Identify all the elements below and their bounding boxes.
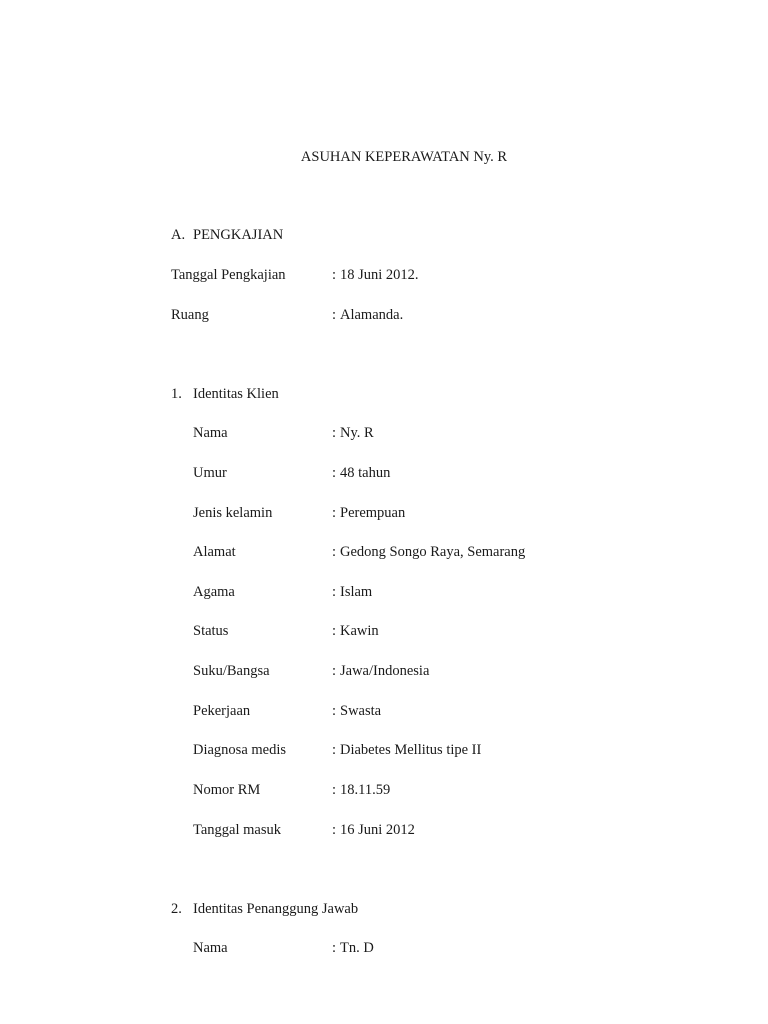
field-colon: : <box>332 307 337 323</box>
document-title: ASUHAN KEPERAWATAN Ny. R <box>300 149 508 165</box>
field-colon: : <box>332 742 337 758</box>
section-a-marker: A. <box>171 227 186 243</box>
field-umur <box>0 463 768 483</box>
field-label: Tanggal masuk <box>193 822 281 838</box>
section-a-heading <box>0 225 768 245</box>
field-pekerjaan <box>0 701 768 721</box>
field-label: Nomor RM <box>193 782 261 798</box>
field-value: 16 Juni 2012 <box>340 822 415 838</box>
field-colon: : <box>332 663 337 679</box>
field-value: Gedong Songo Raya, Semarang <box>340 544 526 560</box>
field-label: Pekerjaan <box>193 703 251 719</box>
field-jenis-kelamin <box>0 503 768 523</box>
field-value: 18.11.59 <box>340 782 391 798</box>
section-2-title: Identitas Penanggung Jawab <box>193 901 359 917</box>
field-value: 18 Juni 2012. <box>340 267 419 283</box>
section-2-heading <box>0 899 768 919</box>
field-nama-penanggung <box>0 938 768 958</box>
field-value: Swasta <box>340 703 382 719</box>
field-label: Tanggal Pengkajian <box>171 267 286 283</box>
field-agama <box>0 582 768 602</box>
field-ruang <box>0 305 768 325</box>
field-label: Diagnosa medis <box>193 742 287 758</box>
section-a-title: PENGKAJIAN <box>193 227 284 243</box>
field-colon: : <box>332 505 337 521</box>
field-value: Islam <box>340 584 373 600</box>
field-status <box>0 621 768 641</box>
field-colon: : <box>332 544 337 560</box>
section-2-marker: 2. <box>171 901 182 917</box>
field-colon: : <box>332 940 337 956</box>
field-label: Alamat <box>193 544 236 560</box>
field-colon: : <box>332 267 337 283</box>
field-label: Agama <box>193 584 235 600</box>
field-value: Perempuan <box>340 505 406 521</box>
field-value: Alamanda. <box>340 307 404 323</box>
field-colon: : <box>332 623 337 639</box>
field-label: Nama <box>193 425 228 441</box>
field-alamat <box>0 542 768 562</box>
field-label: Jenis kelamin <box>193 505 273 521</box>
section-1-title: Identitas Klien <box>193 386 279 402</box>
field-label: Ruang <box>171 307 209 323</box>
field-value: Tn. D <box>340 940 374 956</box>
field-value: Diabetes Mellitus tipe II <box>340 742 482 758</box>
field-suku-bangsa <box>0 661 768 681</box>
field-colon: : <box>332 465 337 481</box>
section-1-marker: 1. <box>171 386 182 402</box>
field-value: Kawin <box>340 623 379 639</box>
field-label: Umur <box>193 465 227 481</box>
field-nama-klien <box>0 423 768 443</box>
field-label: Status <box>193 623 229 639</box>
field-colon: : <box>332 425 337 441</box>
field-colon: : <box>332 584 337 600</box>
field-value: Ny. R <box>340 425 374 441</box>
field-value: Jawa/Indonesia <box>340 663 430 679</box>
field-nomor-rm <box>0 780 768 800</box>
field-colon: : <box>332 782 337 798</box>
field-label: Nama <box>193 940 228 956</box>
field-colon: : <box>332 822 337 838</box>
field-tanggal-pengkajian <box>0 265 768 285</box>
field-label: Suku/Bangsa <box>193 663 270 679</box>
field-diagnosa-medis <box>0 740 768 760</box>
section-1-heading <box>0 384 768 404</box>
field-tanggal-masuk <box>0 820 768 840</box>
field-value: 48 tahun <box>340 465 391 481</box>
field-colon: : <box>332 703 337 719</box>
